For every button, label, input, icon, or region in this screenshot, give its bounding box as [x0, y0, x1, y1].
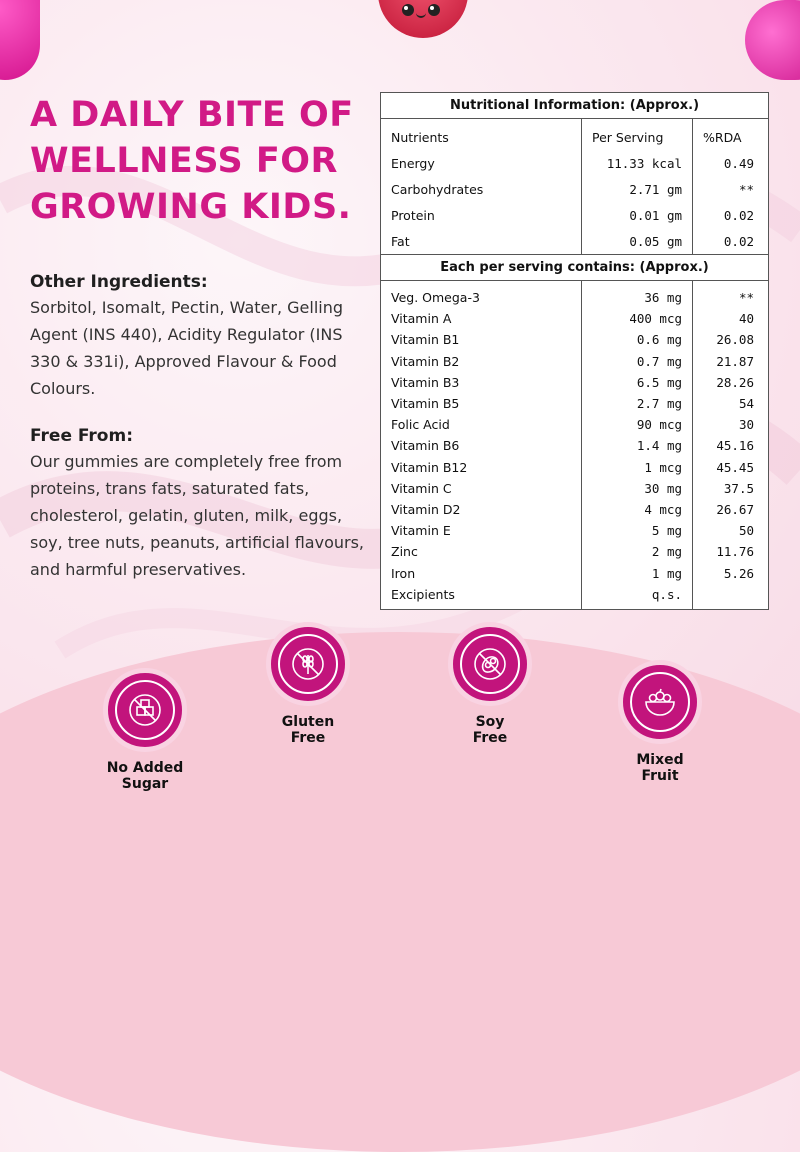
per-serving-table [381, 281, 768, 609]
badge-circle [266, 622, 350, 706]
other-ingredients-title: Other Ingredients: [30, 272, 208, 292]
nutrient-name: Vitamin B12 [381, 457, 582, 478]
nutrient-name: Fat [381, 228, 582, 254]
free-from [30, 426, 370, 583]
headline-line: WELLNESS FOR [30, 141, 338, 181]
table-row [381, 228, 768, 254]
badge-label [243, 714, 373, 746]
rda: 37.5 [723, 480, 754, 496]
per-serving: 30 mg [582, 478, 693, 499]
badge-line: Mixed Fruit [636, 752, 684, 784]
table-row [381, 499, 768, 520]
nutrient-name: Veg. Omega-3 [381, 281, 582, 308]
table-row [381, 308, 768, 329]
fruit-bowl-icon [642, 685, 678, 719]
nutrition-header: Nutritional Information: (Approx.) [381, 93, 768, 119]
badge-soy-free [425, 622, 555, 746]
rda: 30 [738, 417, 754, 433]
rda: 45.45 [716, 459, 754, 475]
rda: 0.02 [723, 207, 754, 223]
per-serving: 2 mg [582, 541, 693, 562]
nutrient-name: Vitamin B5 [381, 393, 582, 414]
other-ingredients-text: Sorbitol, Isomalt, Pectin, Water, Gelling Agent (INS 440), Acidity Regulator (INS 330 & 331i), Approved Flavour & Food Colours. [30, 298, 344, 398]
nutrient-name: Vitamin B1 [381, 329, 582, 350]
rda: 45.16 [716, 438, 754, 454]
per-serving: 90 mcg [582, 414, 693, 435]
badge-line: Gluten Free [281, 714, 335, 746]
free-from-text: Our gummies are completely free from proteins, trans fats, saturated fats, cholesterol, gelatin, gluten, milk, eggs, soy, tree nuts, peanuts, artificial flavours, and harmful preservatives. [30, 452, 365, 579]
badge-label [425, 714, 555, 746]
rda: 0.02 [723, 233, 754, 249]
table-row [381, 584, 768, 609]
column-header: Nutrients [381, 119, 582, 150]
per-serving: 1 mg [582, 562, 693, 583]
per-serving: 400 mcg [582, 308, 693, 329]
no-wheat-icon [291, 647, 325, 681]
badge-line: No Added Sugar [106, 760, 184, 792]
per-serving: 36 mg [582, 281, 693, 308]
rda: 21.87 [716, 353, 754, 369]
table-row [381, 393, 768, 414]
table-row [381, 372, 768, 393]
nutrient-name: Vitamin B6 [381, 435, 582, 456]
badge-line: Soy Free [472, 714, 508, 746]
badge-gluten-free [243, 622, 373, 746]
table-row [381, 202, 768, 228]
nutrient-name: Vitamin A [381, 308, 582, 329]
rda: 28.26 [716, 374, 754, 390]
per-serving: 6.5 mg [582, 372, 693, 393]
per-serving: 4 mcg [582, 499, 693, 520]
headline [30, 92, 360, 230]
table-row [381, 414, 768, 435]
table-row [381, 435, 768, 456]
rda: 40 [738, 311, 754, 327]
table-row [381, 520, 768, 541]
rda: ** [738, 181, 754, 197]
other-ingredients [30, 272, 370, 402]
badge-circle [448, 622, 532, 706]
nutrient-name: Vitamin B3 [381, 372, 582, 393]
badge-label [80, 760, 210, 792]
table-row [381, 176, 768, 202]
per-serving: 0.6 mg [582, 329, 693, 350]
per-serving: 2.7 mg [582, 393, 693, 414]
table-row [381, 281, 768, 308]
per-serving: 0.01 gm [582, 202, 693, 228]
rda: 54 [738, 396, 754, 412]
per-serving: 0.05 gm [582, 228, 693, 254]
nutrient-name: Vitamin B2 [381, 351, 582, 372]
nutrient-name: Folic Acid [381, 414, 582, 435]
headline-line: GROWING KIDS. [30, 187, 352, 227]
nutrient-name: Protein [381, 202, 582, 228]
nutrient-name: Iron [381, 562, 582, 583]
table-row [381, 562, 768, 583]
rda: 0.49 [723, 155, 754, 171]
per-serving: 1.4 mg [582, 435, 693, 456]
nutrition-table [380, 92, 769, 610]
table-row [381, 478, 768, 499]
nutrient-name: Energy [381, 150, 582, 176]
rda: ** [738, 290, 754, 306]
no-sugar-cubes-icon [128, 693, 162, 727]
per-serving: 0.7 mg [582, 351, 693, 372]
table-row [381, 541, 768, 562]
rda [693, 584, 769, 609]
badge-label [595, 752, 725, 784]
nutrient-name: Carbohydrates [381, 176, 582, 202]
badge-circle [618, 660, 702, 744]
per-serving: 5 mg [582, 520, 693, 541]
rda: 26.67 [716, 501, 754, 517]
table-row [381, 329, 768, 350]
badge-no-added-sugar [80, 668, 210, 792]
table-row [381, 351, 768, 372]
nutrient-name: Zinc [381, 541, 582, 562]
table-row [381, 457, 768, 478]
rda: 50 [738, 523, 754, 539]
per-serving: 2.71 gm [582, 176, 693, 202]
per-serving-header: Each per serving contains: (Approx.) [381, 254, 768, 281]
free-from-title: Free From: [30, 426, 133, 446]
badge-mixed-fruit [595, 660, 725, 784]
column-header: %RDA [703, 129, 742, 145]
no-soy-icon [473, 647, 507, 681]
nutrient-name: Vitamin E [381, 520, 582, 541]
badge-circle [103, 668, 187, 752]
per-serving: 1 mcg [582, 457, 693, 478]
rda: 11.76 [716, 544, 754, 560]
rda: 5.26 [723, 565, 754, 581]
table-row [381, 150, 768, 176]
table-row [381, 119, 768, 150]
column-header: Per Serving [582, 119, 693, 150]
rda: 26.08 [716, 332, 754, 348]
per-serving: 11.33 kcal [582, 150, 693, 176]
nutrient-name: Vitamin D2 [381, 499, 582, 520]
nutrient-name: Excipients [381, 584, 582, 609]
per-serving: q.s. [582, 584, 693, 609]
nutrition-main-table [381, 119, 768, 254]
headline-line: A DAILY BITE OF [30, 95, 354, 135]
nutrient-name: Vitamin C [381, 478, 582, 499]
